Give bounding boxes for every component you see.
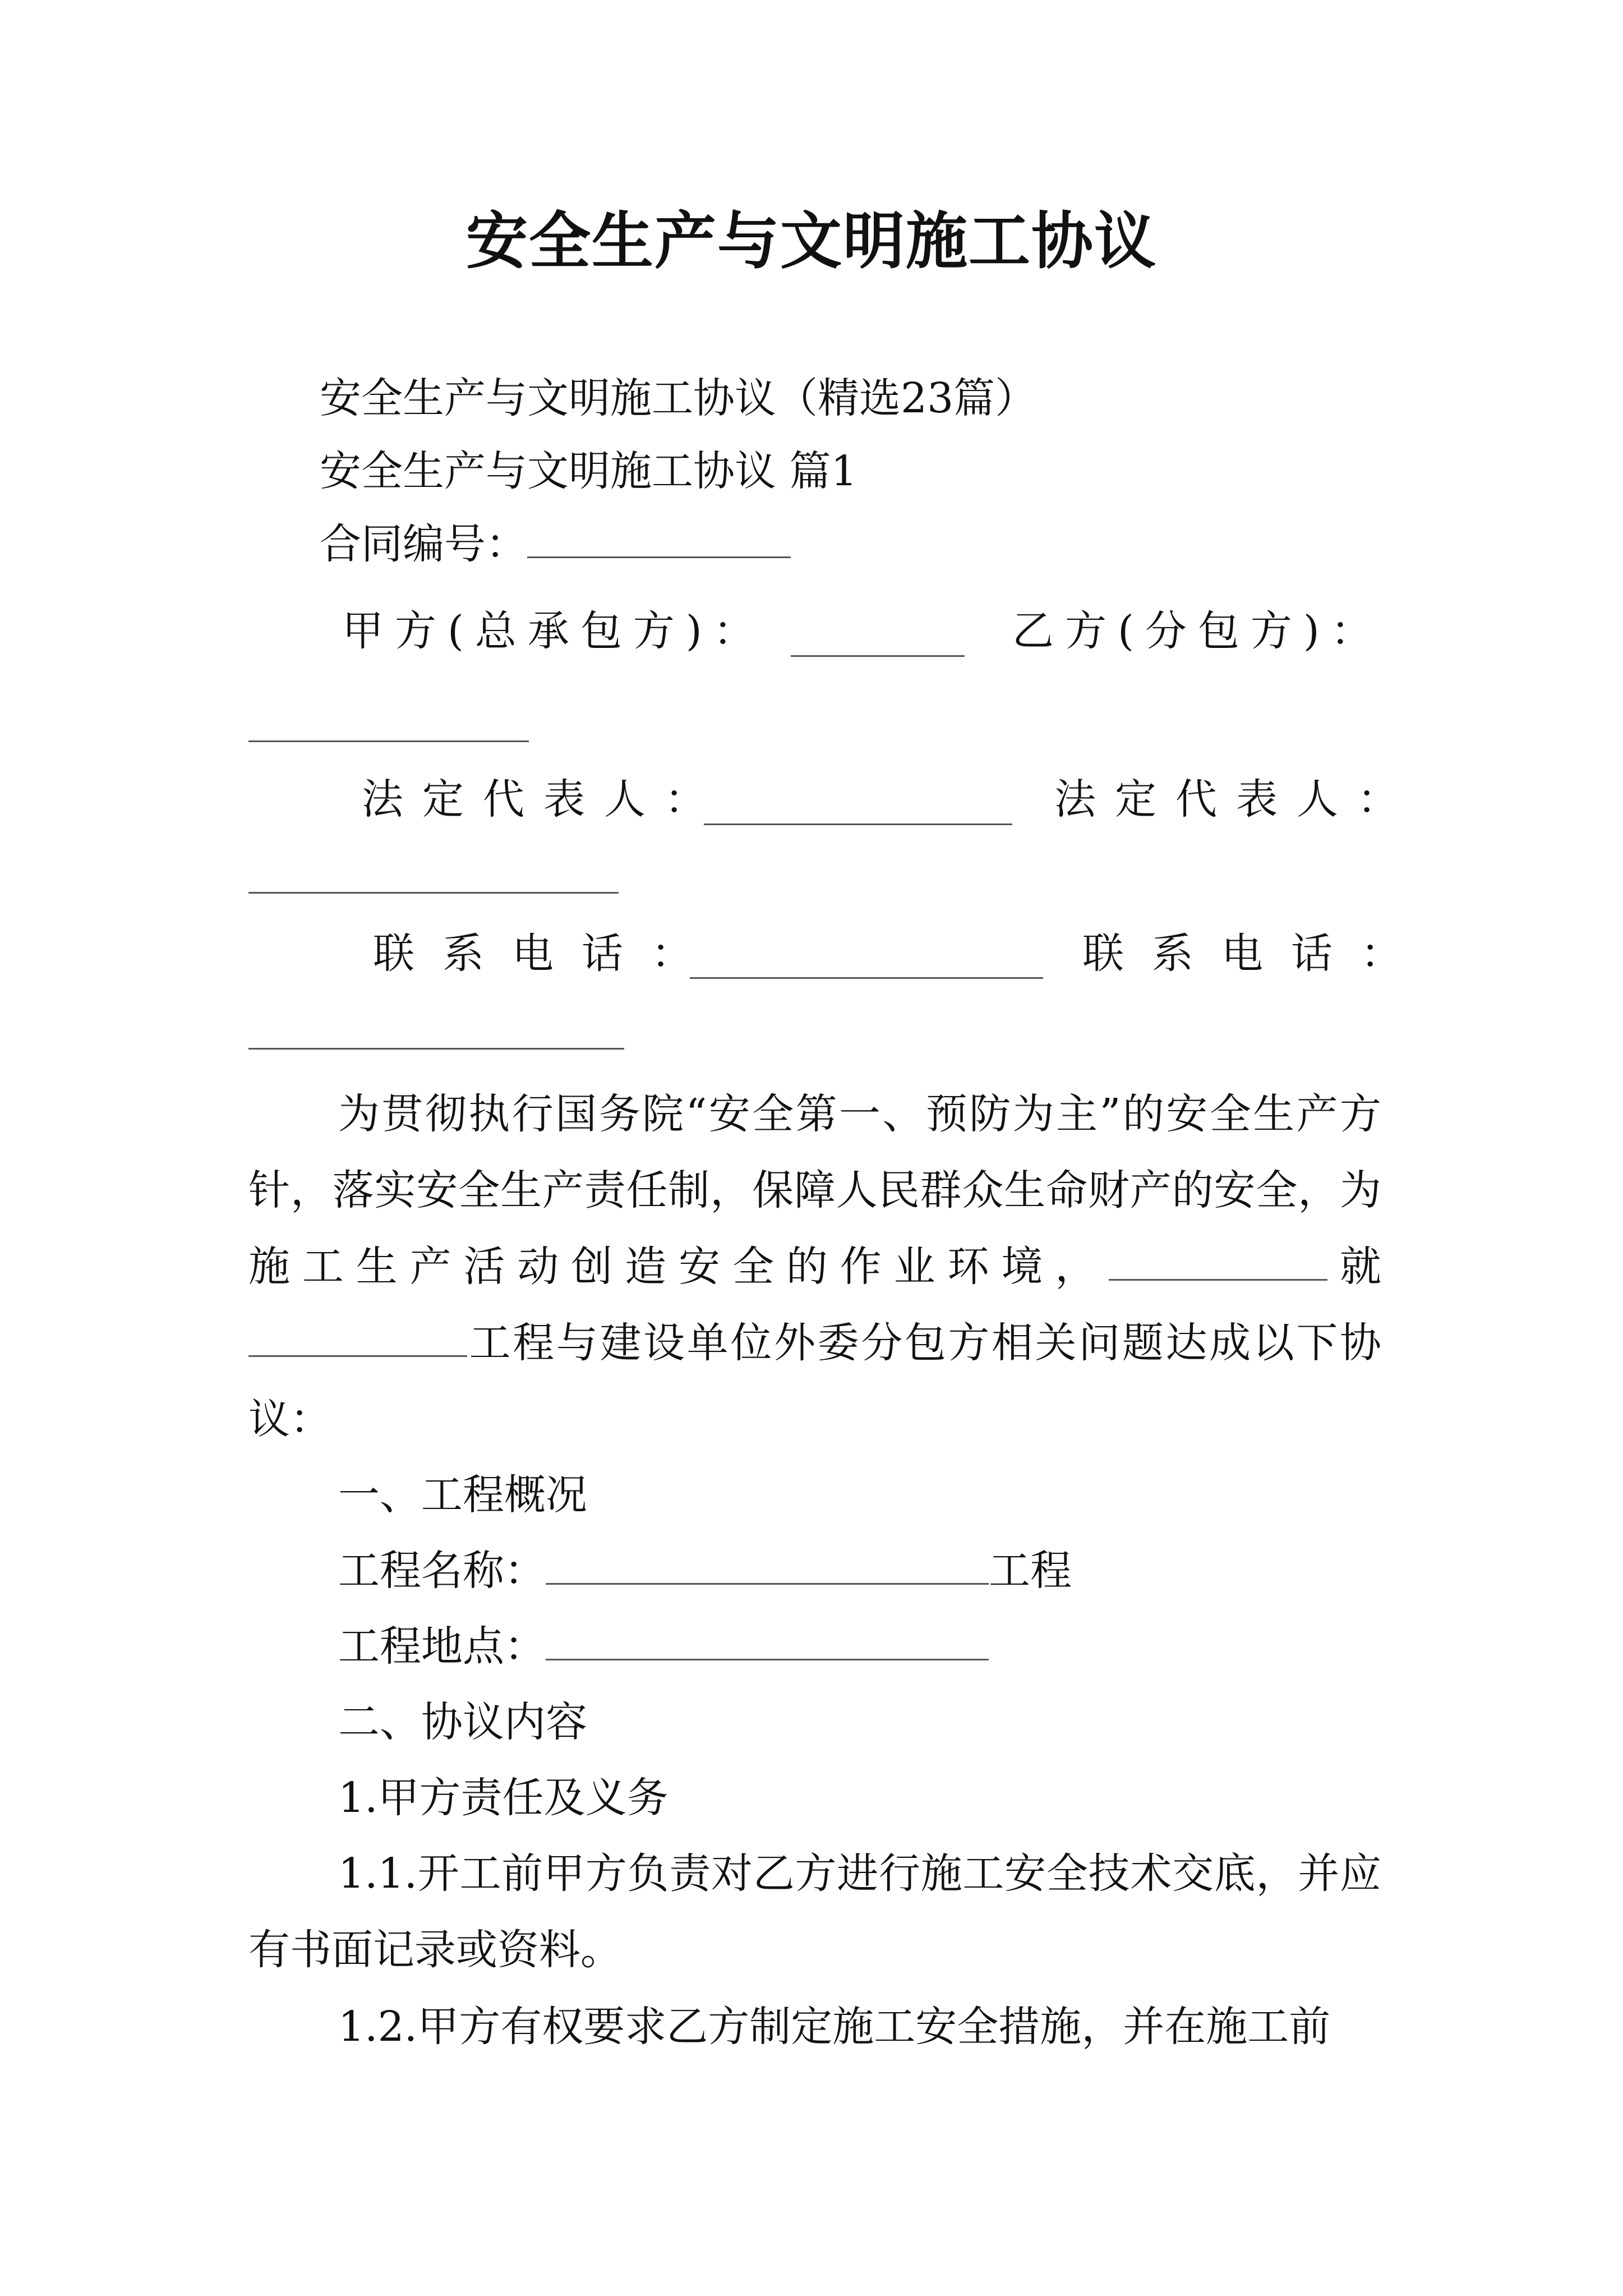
intro-text-1: 为贯彻执行国务院“安全第一、预防为主”的安全生产方针，落实安全生产责任制，保障人民群众生命财产的安全，为施工生产活动创造安全的作业环境，	[248, 1090, 1381, 1291]
project-name-blank[interactable]	[546, 1543, 989, 1585]
subtitle-collection: 安全生产与文明施工协议（精选23篇）	[320, 374, 1037, 422]
contract-number-blank[interactable]	[527, 516, 791, 558]
section-project-overview: 一、工程概况	[338, 1471, 587, 1519]
phone-a-label: 联系电话：	[373, 930, 721, 978]
phone-b-blank[interactable]	[248, 1048, 624, 1050]
project-location-blank[interactable]	[546, 1618, 989, 1660]
intro-paragraph	[248, 1076, 1381, 1457]
clause-1: 1.甲方责任及义务	[338, 1774, 668, 1822]
clause-1-2: 1.2.甲方有权要求乙方制定施工安全措施，并在施工前	[338, 2003, 1331, 2051]
contract-number-label: 合同编号：	[320, 520, 527, 568]
intro-blank-1[interactable]	[1109, 1239, 1327, 1281]
section-agreement-content: 二、协议内容	[338, 1698, 587, 1746]
intro-text-3: 工程与建设单位外委分包方相关问题达成以下协议：	[248, 1319, 1381, 1443]
project-location-label: 工程地点：	[338, 1622, 546, 1671]
project-name-suffix: 工程	[989, 1547, 1072, 1595]
legal-rep-b-label: 法定代表人：	[1054, 775, 1418, 823]
legal-rep-a-label: 法定代表人：	[362, 775, 725, 823]
phone-a-blank[interactable]	[690, 977, 1043, 979]
intro-blank-2[interactable]	[248, 1315, 467, 1357]
party-a-label: 甲方(总承包方)：	[342, 607, 766, 655]
party-b-label: 乙方(分包方)：	[1012, 607, 1384, 655]
subtitle-part: 安全生产与文明施工协议 篇1	[320, 447, 857, 495]
project-name-label: 工程名称：	[338, 1547, 546, 1595]
project-location-row	[338, 1618, 989, 1674]
party-b-blank[interactable]	[248, 740, 529, 742]
legal-rep-b-blank[interactable]	[248, 892, 619, 894]
legal-rep-a-blank[interactable]	[704, 823, 1012, 825]
project-name-row	[338, 1543, 1072, 1599]
contract-number-row	[320, 516, 791, 572]
party-a-blank[interactable]	[791, 655, 965, 657]
intro-text-2: 就	[1327, 1243, 1382, 1291]
document-title: 安全生产与文明施工协议	[466, 205, 1157, 277]
phone-b-label: 联系电话：	[1082, 930, 1430, 978]
clause-1-1: 1.1.开工前甲方负责对乙方进行施工安全技术交底，并应有书面记录或资料。	[248, 1849, 1381, 1974]
